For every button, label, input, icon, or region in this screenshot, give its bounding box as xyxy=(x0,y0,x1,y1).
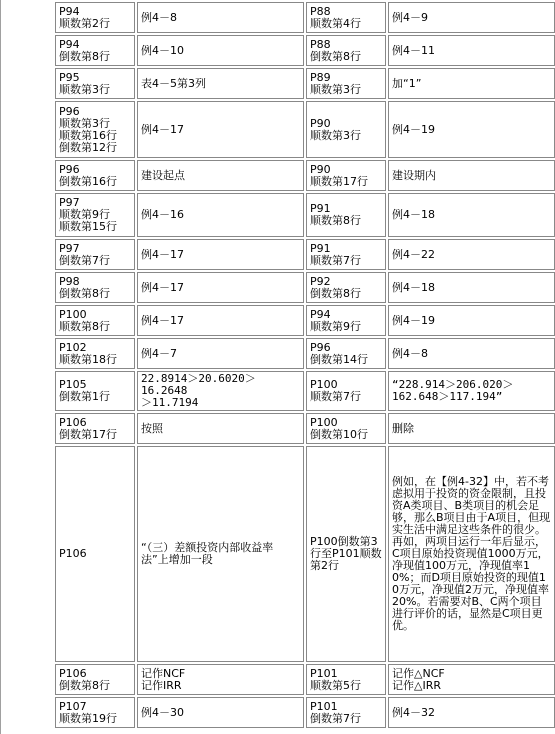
new-correction-cell: 删除 xyxy=(388,413,555,444)
new-location-cell: P100倒数第3 行至P101顺数 第2行 xyxy=(306,446,386,662)
old-correction-cell: 例4－17 xyxy=(137,239,304,270)
table-row xyxy=(55,664,555,695)
old-location-cell: P100 顺数第8行 xyxy=(55,305,135,336)
new-location-cell: P91 顺数第8行 xyxy=(306,193,386,237)
new-location-cell: P101 顺数第5行 xyxy=(306,664,386,695)
table-row xyxy=(55,446,555,662)
table-row xyxy=(55,305,555,336)
table-row xyxy=(55,239,555,270)
old-location-cell: P107 顺数第19行 xyxy=(55,697,135,728)
table-row xyxy=(55,68,555,99)
old-location-cell: P106 倒数第8行 xyxy=(55,664,135,695)
table-row xyxy=(55,371,555,411)
old-location-cell: P95 顺数第3行 xyxy=(55,68,135,99)
new-correction-cell: 例4－22 xyxy=(388,239,555,270)
old-correction-cell: 记作NCF 记作IRR xyxy=(137,664,304,695)
new-location-cell: P96 倒数第14行 xyxy=(306,338,386,369)
table-row xyxy=(55,101,555,158)
new-correction-cell: 记作△NCF 记作△IRR xyxy=(388,664,555,695)
old-correction-cell: 例4－8 xyxy=(137,2,304,33)
old-location-cell: P106 xyxy=(55,446,135,662)
old-correction-cell: 例4－17 xyxy=(137,101,304,158)
old-location-cell: P96 顺数第3行 顺数第16行 倒数第12行 xyxy=(55,101,135,158)
old-location-cell: P106 倒数第17行 xyxy=(55,413,135,444)
table-row xyxy=(55,413,555,444)
new-correction-cell: 加“1” xyxy=(388,68,555,99)
table-row xyxy=(55,697,555,728)
new-location-cell: P91 顺数第7行 xyxy=(306,239,386,270)
old-location-cell: P97 顺数第9行 顺数第15行 xyxy=(55,193,135,237)
new-correction-cell: 例4－11 xyxy=(388,35,555,66)
old-correction-cell: 例4－16 xyxy=(137,193,304,237)
table-row xyxy=(55,2,555,33)
old-correction-cell: 例4－10 xyxy=(137,35,304,66)
old-correction-cell: “（三）差额投资内部收益率法”上增加一段 xyxy=(137,446,304,662)
new-correction-cell: 例4－18 xyxy=(388,272,555,303)
new-location-cell: P88 顺数第4行 xyxy=(306,2,386,33)
old-correction-cell: 例4－7 xyxy=(137,338,304,369)
new-location-cell: P90 顺数第17行 xyxy=(306,160,386,191)
table-row xyxy=(55,272,555,303)
new-correction-cell: 例4－32 xyxy=(388,697,555,728)
old-location-cell: P102 顺数第18行 xyxy=(55,338,135,369)
old-location-cell: P98 倒数第8行 xyxy=(55,272,135,303)
old-location-cell: P94 倒数第8行 xyxy=(55,35,135,66)
old-location-cell: P105 倒数第1行 xyxy=(55,371,135,411)
table-row xyxy=(55,338,555,369)
table-row xyxy=(55,160,555,191)
new-correction-cell: 例4－8 xyxy=(388,338,555,369)
old-correction-cell: 例4－17 xyxy=(137,305,304,336)
new-location-cell: P100 顺数第7行 xyxy=(306,371,386,411)
new-location-cell: P89 顺数第3行 xyxy=(306,68,386,99)
left-border-line xyxy=(0,0,1,734)
table-row xyxy=(55,193,555,237)
old-correction-cell: 例4－30 xyxy=(137,697,304,728)
errata-table xyxy=(53,0,555,730)
old-location-cell: P94 顺数第2行 xyxy=(55,2,135,33)
new-correction-cell: 例4－19 xyxy=(388,101,555,158)
old-correction-cell: 建设起点 xyxy=(137,160,304,191)
new-location-cell: P94 顺数第9行 xyxy=(306,305,386,336)
old-correction-cell: 按照 xyxy=(137,413,304,444)
table-row xyxy=(55,35,555,66)
new-location-cell: P101 倒数第7行 xyxy=(306,697,386,728)
old-correction-cell: 例4－17 xyxy=(137,272,304,303)
new-correction-cell: “228.914＞206.020＞ 162.648＞117.194” xyxy=(388,371,555,411)
new-correction-cell: 例4－19 xyxy=(388,305,555,336)
old-correction-cell: 表4－5第3列 xyxy=(137,68,304,99)
new-location-cell: P88 倒数第8行 xyxy=(306,35,386,66)
new-correction-cell: 例4－9 xyxy=(388,2,555,33)
new-correction-cell: 例如，在【例4-32】中，若不考虑拟用于投资的资金限制，且投资A类项目、B类项目的机会足够，那么B项目由于A项目，但现实生活中满足这些条件的很少。再如，两项目运行一年后显示，C项目原始投资现值1000万元，净现值100万元，净现值率10%；而D项目原始投资的现值10万元，净现值2万元，净现值率20%。若需要对B、C两个项目进行评价的话，显然是C项目更优。 xyxy=(388,446,555,662)
old-correction-cell: 22.8914＞20.6020＞16.2648 ＞11.7194 xyxy=(137,371,304,411)
new-location-cell: P92 倒数第8行 xyxy=(306,272,386,303)
old-location-cell: P97 倒数第7行 xyxy=(55,239,135,270)
new-location-cell: P100 倒数第10行 xyxy=(306,413,386,444)
new-correction-cell: 建设期内 xyxy=(388,160,555,191)
new-correction-cell: 例4－18 xyxy=(388,193,555,237)
old-location-cell: P96 倒数第16行 xyxy=(55,160,135,191)
new-location-cell: P90 顺数第3行 xyxy=(306,101,386,158)
